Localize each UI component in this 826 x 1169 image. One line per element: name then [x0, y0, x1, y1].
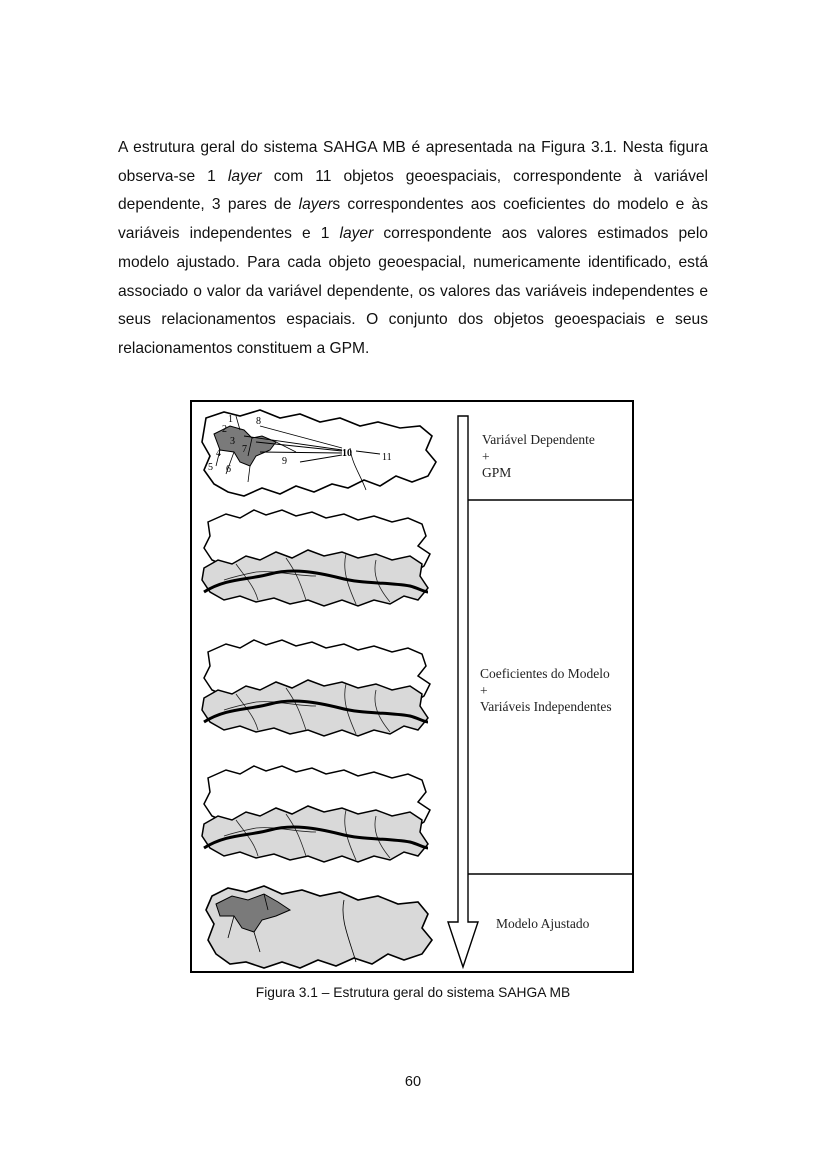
object-id-8: 8 [256, 416, 261, 427]
object-id-5: 5 [208, 462, 213, 473]
paragraph-emphasis: layer [339, 225, 374, 243]
object-id-2: 2 [222, 424, 227, 435]
figure-3-1 [190, 400, 634, 973]
paragraph-text: com 11 objetos geoespaciais, correspondente à variável dependente, 3 pares de [118, 167, 708, 214]
label-adjusted-model: Modelo Ajustado [496, 916, 590, 931]
label-dependent-variable: Variável Dependente + GPM [482, 432, 595, 480]
body-paragraph [118, 134, 708, 364]
figure-caption: Figura 3.1 – Estrutura geral do sistema SAHGA MB [255, 985, 571, 1000]
object-id-3: 3 [230, 436, 235, 447]
label-coefficients: Coeficientes do Modelo + Variáveis Independentes [480, 666, 612, 714]
object-id-7: 7 [242, 444, 247, 455]
paragraph-text: s correspondentes aos coeficientes do modelo e às variáveis independentes e 1 [118, 196, 709, 243]
object-id-4: 4 [216, 448, 221, 459]
object-id-11: 11 [382, 452, 392, 463]
object-id-1: 1 [228, 414, 233, 425]
object-id-9: 9 [282, 456, 287, 467]
object-id-6: 6 [226, 464, 231, 475]
flow-arrow [448, 416, 478, 967]
paragraph-emphasis: layer [298, 196, 333, 214]
paragraph-emphasis: layer [227, 167, 262, 185]
paragraph-text: A estrutura geral do sistema SAHGA MB é apresentada na Figura 3.1. Nesta figura observa-se 1 [118, 139, 708, 185]
paragraph-text: correspondente aos valores estimados pelo modelo ajustado. Para cada objeto geoespacial, numericamente identificado, está associado o valor da variável dependente, os valores das variáveis independentes e seus relacionamentos espaciais. O conjunto dos objetos geoespaciais e seus relacionamentos constituem a GPM. [118, 225, 708, 357]
object-id-10: 10 [342, 448, 352, 459]
page-number: 60 [404, 1074, 422, 1090]
